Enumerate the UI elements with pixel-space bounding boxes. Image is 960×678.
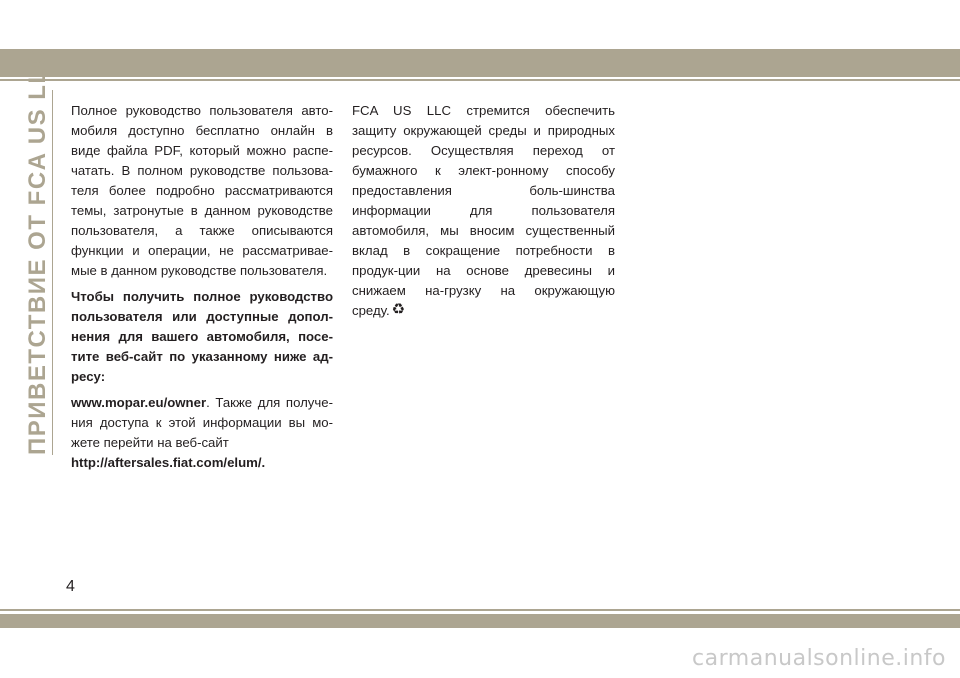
section-title-vertical: ПРИВЕТСТВИЕ ОТ FCA US LLC xyxy=(24,48,51,455)
header-band xyxy=(0,49,960,77)
section-divider xyxy=(52,90,53,455)
watermark: carmanualsonline.info xyxy=(692,646,946,671)
footer-rule xyxy=(0,609,960,611)
instruction-paragraph: Чтобы получить полное руководство пользователя или доступные допол-нения для вашего автомобиля, посе-тите веб-сайт по указанному ниже ад-ресу: xyxy=(71,289,333,384)
aftersales-link[interactable]: http://aftersales.fiat.com/elum/. xyxy=(71,455,266,470)
environment-paragraph xyxy=(352,101,615,321)
right-column xyxy=(352,101,615,327)
mopar-link[interactable]: www.mopar.eu/owner xyxy=(71,395,207,410)
environment-text: FCA US LLC стремится обеспечить защиту окружающей среды и природных ресурсов. Осуществляя переход от бумажного к элект-ронному способу предоставления боль-шинства информации для пользователя автомобиля, мы вносим существенный вклад в сокращение потребности в продук-ции на основе древесины и снижаем на-грузку на окружающую среду. xyxy=(352,103,615,318)
footer-band xyxy=(0,614,960,628)
header-rule xyxy=(0,79,960,81)
page-number: 4 xyxy=(66,578,75,595)
intro-paragraph: Полное руководство пользователя авто-мобиля доступно бесплатно онлайн в виде файла PDF, который можно распе-чатать. В полном руководстве пользова-теля более подробно рассматриваются темы, затронутые в данном руководстве пользователя, а также описываются функции и операции, не рассматривае-мые в данном руководстве пользователя. xyxy=(71,103,333,278)
recycle-icon: ♻ xyxy=(391,301,406,318)
links-text: . Также для получе-ния доступа к этой информации вы мо-жете перейти на веб-сайт xyxy=(71,395,333,450)
links-paragraph xyxy=(71,393,333,473)
left-column xyxy=(71,101,333,479)
